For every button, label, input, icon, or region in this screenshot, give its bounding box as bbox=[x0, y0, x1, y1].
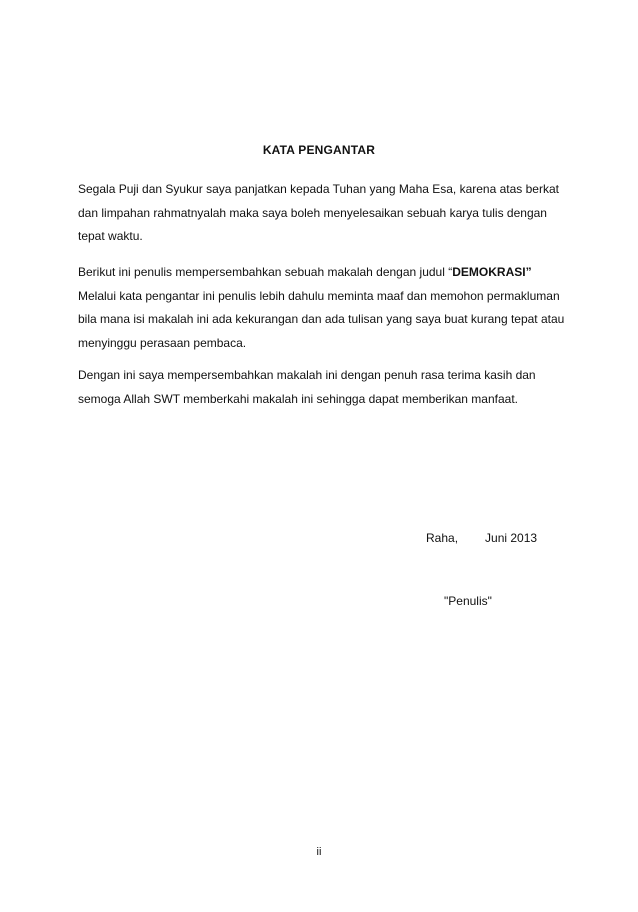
date: Juni 2013 bbox=[485, 531, 538, 545]
text-line: menyinggu perasaan pembaca. bbox=[78, 335, 247, 350]
page-number: ii bbox=[316, 846, 322, 858]
text-line bbox=[78, 261, 568, 285]
paragraph-closing bbox=[78, 364, 568, 411]
text-line: Melalui kata pengantar ini penulis lebih dahulu meminta maaf dan memohon permakluman bbox=[78, 288, 560, 303]
text-line-prefix: Berikut ini penulis mempersembahkan sebuah makalah dengan judul “ bbox=[78, 265, 453, 279]
paragraph-introduction bbox=[78, 261, 568, 355]
paragraph-gratitude bbox=[78, 178, 568, 249]
text-line: Segala Puji dan Syukur saya panjatkan kepada Tuhan yang Maha Esa, karena atas berkat bbox=[78, 182, 559, 196]
makalah-title: DEMOKRASI” bbox=[452, 265, 532, 279]
text-line: semoga Allah SWT memberkahi makalah ini sehingga dapat memberikan manfaat. bbox=[78, 391, 519, 406]
text-line: dan limpahan rahmatnyalah maka saya boleh menyelesaikan sebuah karya tulis dengan bbox=[78, 205, 547, 220]
place: Raha, bbox=[426, 531, 459, 545]
text-line: Dengan ini saya mempersembahkan makalah ini dengan penuh rasa terima kasih dan bbox=[78, 368, 536, 382]
author-signature: "Penulis" bbox=[444, 594, 492, 608]
text-line: bila mana isi makalah ini ada kekurangan dan ada tulisan yang saya buat kurang tepat atau bbox=[78, 312, 565, 326]
page-title: KATA PENGANTAR bbox=[262, 143, 376, 157]
place-and-date bbox=[426, 531, 537, 545]
text-line: tepat waktu. bbox=[78, 229, 143, 243]
